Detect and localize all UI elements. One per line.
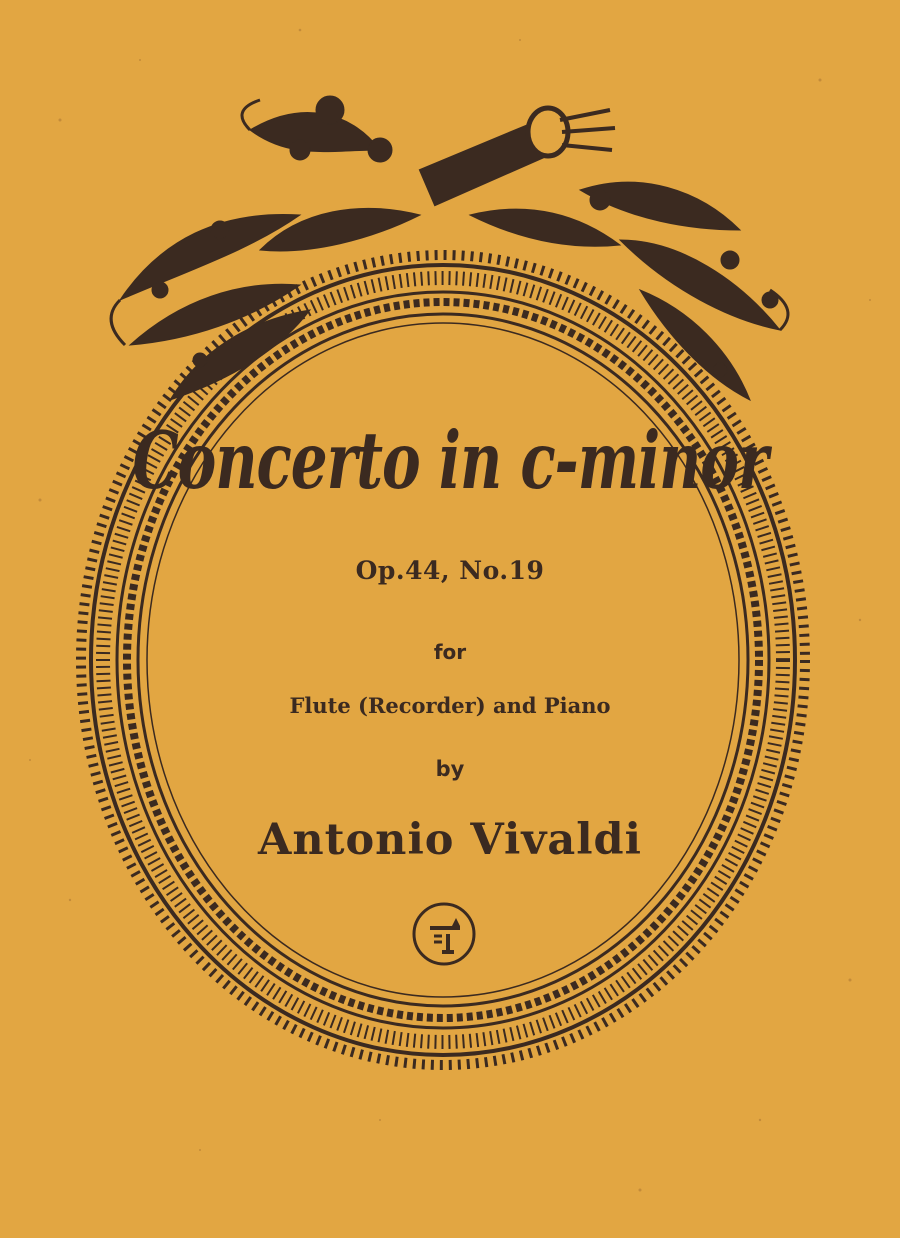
publisher-emblem-icon	[414, 904, 474, 964]
for-label: for	[433, 640, 467, 664]
cover-title: Concerto in c-minor	[132, 415, 768, 507]
composer-name: Antonio Vivaldi	[258, 815, 642, 865]
by-label: by	[435, 757, 465, 781]
floral-garland-with-quiver-icon	[111, 96, 788, 400]
instrumentation: Flute (Recorder) and Piano	[289, 693, 611, 718]
opus-number: Op.44, No.19	[355, 556, 545, 585]
